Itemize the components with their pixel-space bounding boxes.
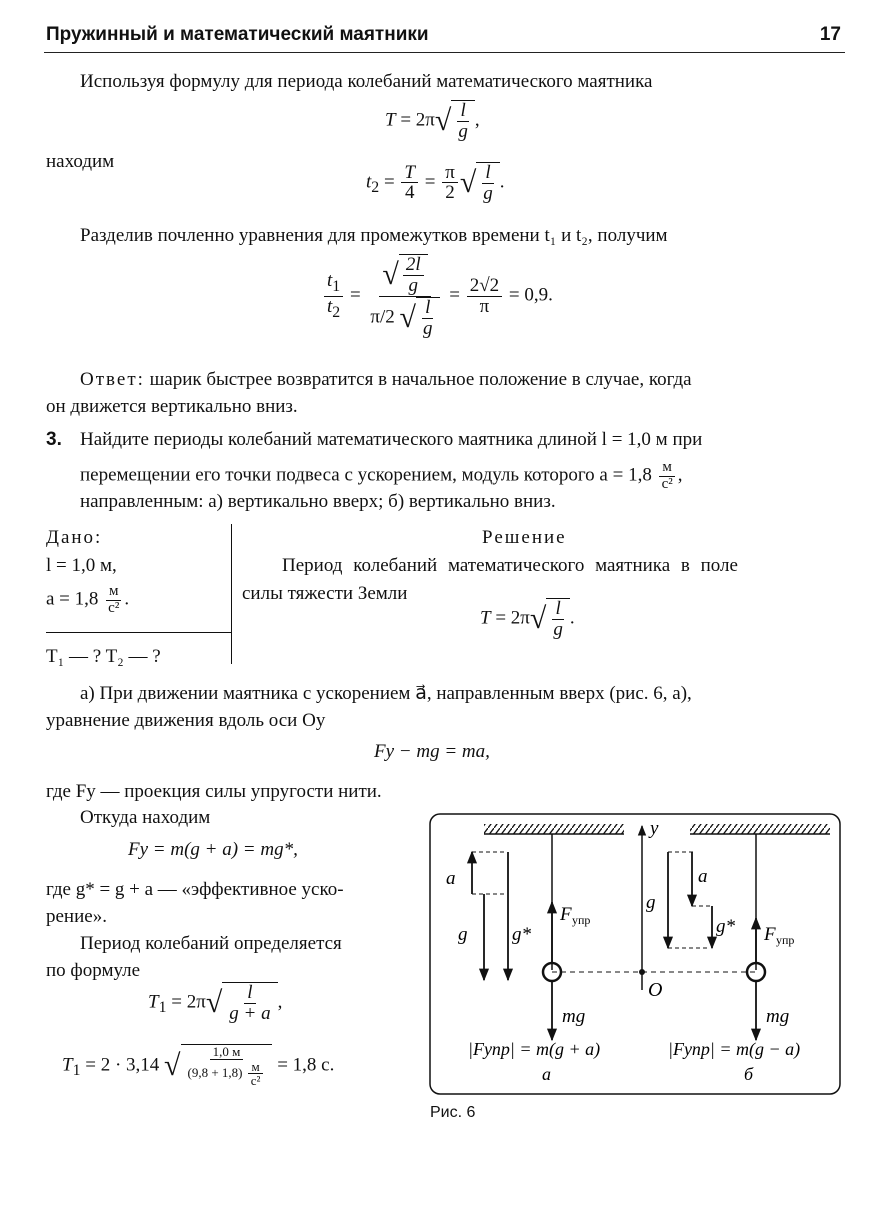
label-mg-b: mg <box>766 1006 790 1027</box>
solution-label: Решение <box>482 527 567 548</box>
ceiling-b <box>690 824 830 834</box>
eff-line-2: рение». <box>46 906 107 927</box>
task-number: 3. <box>46 429 62 450</box>
label-vec-g-a: g <box>458 924 468 945</box>
eq-label-a: |Fупр| = m(g + a) <box>468 1039 601 1059</box>
period-line-1: Период колебаний определяется <box>80 933 342 954</box>
task-line-2-text: перемещении его точки подвеса с ускорением, модуль которого a = 1,8 <box>80 464 652 486</box>
paragraph-formula-intro: Используя формулу для периода колебаний математического маятника <box>80 71 653 92</box>
calc-result: = 1,8 с. <box>277 1054 335 1076</box>
part-a-line-2: уравнение движения вдоль оси Oy <box>46 710 326 731</box>
eq-motion: Fy − mg = ma, <box>374 741 490 762</box>
find-T: T₁ — ? T₂ — ? <box>46 646 161 667</box>
label-vec-a-b: a <box>698 866 708 887</box>
where-F: где Fy — проекция силы упругости нити. <box>46 781 382 802</box>
eq-label-b: |Fупр| = m(g − a) <box>668 1039 801 1059</box>
paragraph-divide: Разделив почленно уравнения для промежутков времени t₁ и t₂, получим <box>80 225 668 246</box>
running-header: Пружинный и математический маятники <box>46 24 429 45</box>
given-l: l = 1,0 м, <box>46 555 117 576</box>
task-line-3: направленным: а) вертикально вверх; б) вертикально вниз. <box>80 491 556 512</box>
label-F-sub-b: упр <box>776 933 795 947</box>
label-vec-a-left: a <box>446 868 456 889</box>
label-axis-y: y <box>650 818 659 839</box>
formula-ratio: $\frac{t_1}{t_2}$ = √ $\frac{2l}{g}$ π/2 √ $\frac{l}{g}$ = $\frac{2√2}{\pi}$ = 0,9. <box>322 254 553 339</box>
task-line-2: перемещении его точки подвеса с ускорением, модуль которого a = 1,8 $\frac{м}{\text{с²}}$ , <box>80 459 683 492</box>
label-vec-g-b: g <box>646 892 656 913</box>
given-a-text: a = 1,8 <box>46 588 99 610</box>
eff-line-1: где g* = g + a — «эффективное уско- <box>46 879 344 900</box>
period-line-2: по формуле <box>46 960 141 981</box>
formula-T1-calc: $T_1 = 2 \cdot 3,14$ √ 1,0 м (9,8 + 1,8) $\frac{м}{\text{с²}}$ = 1,8 с. <box>62 1044 335 1089</box>
task-line-1: Найдите периоды колебаний математического маятника длиной l = 1,0 м при <box>80 429 703 450</box>
given-divider <box>46 632 232 633</box>
figure-caption: Рис. 6 <box>430 1104 476 1121</box>
eq-F: Fy = m(g + a) = mg*, <box>128 839 298 860</box>
subfig-label-b: б <box>744 1064 754 1084</box>
label-F-b: F <box>764 924 776 945</box>
answer-line-1 <box>80 366 692 393</box>
answer-text-1: шарик быстрее возвратится в начальное положение в случае, когда <box>144 369 692 390</box>
solution-line-1: Период колебаний математического маятника в поле <box>282 555 738 576</box>
label-F-sub-a: упр <box>572 913 591 927</box>
text-find: находим <box>46 151 115 172</box>
label-vec-gstar-b: g* <box>716 916 735 937</box>
ceiling-a <box>484 824 624 834</box>
answer-label: Ответ: <box>80 369 145 390</box>
given-label: Дано: <box>46 527 103 548</box>
solution-line-2: силы тяжести Земли <box>242 583 408 604</box>
header-rule <box>44 52 845 53</box>
given-a: a = 1,8 $\frac{м}{\text{с²}}$ . <box>46 583 130 616</box>
formula-T1: $T_1 = 2\pi√$ $\frac{l}{g + a}$ , <box>148 982 283 1024</box>
given-vertical-rule <box>231 524 232 664</box>
page-number: 17 <box>819 24 841 45</box>
label-origin: O <box>648 979 663 1001</box>
part-a-line-1: а) При движении маятника с ускорением a⃗, направленным вверх (рис. 6, а), <box>80 683 692 704</box>
formula-T-solution: T = 2π√ $\frac{l}{g}$ . <box>480 598 575 640</box>
whence: Откуда находим <box>80 807 211 828</box>
subfig-label-a: а <box>542 1064 551 1084</box>
label-F-a: F <box>560 904 572 925</box>
formula-t2: $t_2$ = $\frac{T}{4}$ = $\frac{\pi}{2}$ √ $\frac{l}{g}$ . <box>366 161 505 204</box>
answer-line-2: он движется вертикально вниз. <box>46 396 298 417</box>
label-mg-a: mg <box>562 1006 586 1027</box>
formula-T-main: T = 2π√ $\frac{l}{g}$ , <box>385 100 480 142</box>
label-vec-gstar-a: g* <box>512 924 531 945</box>
figure-pendulums <box>428 812 844 1098</box>
